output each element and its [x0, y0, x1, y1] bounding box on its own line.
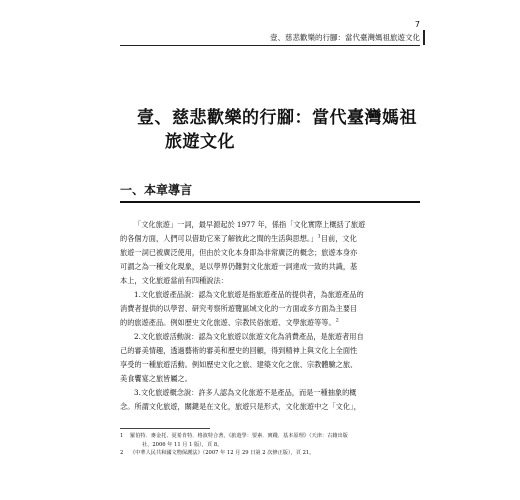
paragraph-2-line-2: 消費者提供的以學習、研究考察所遊覽區域文化的一方面或多方面為主要目 [120, 304, 358, 313]
paragraph-4-line-2: 念。所謂文化旅遊，關鍵是在文化，旅遊只是形式，文化旅遊中之「文化」， [120, 402, 361, 411]
header-rule [120, 45, 420, 46]
section-rule [120, 201, 420, 203]
paragraph-1-line-5: 本上，文化旅遊當前有四種說法： [120, 276, 228, 285]
paragraph-1-line-4: 可謂之為一種文化現象，是以學界仍難對文化旅遊一詞達成一致的共識，基 [120, 262, 358, 271]
paragraph-3-line-2: 己的審美情趣，透過藝術的審美和歷史的回顧，得到精神上與文化上全面性 [120, 346, 358, 355]
paragraph-1-line-2: 的各個方面，人們可以借助它來了解彼此之間的生活與思想。」$^1$目前，文化 [120, 233, 357, 243]
chapter-title-line-2: 旅遊文化 [165, 132, 235, 152]
footnote-rule [120, 428, 210, 429]
footnote-1-continuation: 社，2006 年 11 月 1 版），頁 8。 [142, 441, 223, 448]
body-text [120, 218, 420, 414]
running-header: 壹、慈悲歡樂的行腳：當代臺灣媽祖旅遊文化 [270, 33, 420, 42]
paragraph-2-line-1: 1.文化旅遊產品說：認為文化旅遊是指旅遊產品的提供者，為旅遊產品的 [134, 290, 364, 299]
chapter-title-line-1: 壹、慈悲歡樂的行腳：當代臺灣媽祖 [137, 108, 417, 128]
chapter-title [137, 106, 427, 154]
footnote-text: 《中華人民共和國文物保護法》（2007 年 12 月 29 日第 2 次修正版），頁 21。 [130, 450, 315, 456]
footnote-marker-2[interactable]: 2 [335, 317, 339, 324]
footnote-number: 2 [120, 450, 124, 456]
paragraph-1-line-3: 旅遊一詞已被廣泛使用，但由於文化本身即為非常廣泛的概念；旅遊本身亦 [120, 248, 358, 257]
paragraph-3-line-3: 享受的一種旅遊活動。例如歷史文化之旅、建築文化之旅、宗教體驗之旅、 [120, 360, 358, 369]
paragraph-3-line-1: 2.文化旅遊活動說：認為文化旅遊以旅遊文化為消費產品，是旅遊者用自 [134, 332, 364, 341]
page-number: 7 [414, 20, 420, 29]
section-heading: 一、本章導言 [120, 183, 193, 197]
paragraph-1-line-1: 「文化旅遊」一詞，最早源起於 1977 年，係指「文化實際上概括了旅遊 [134, 220, 366, 229]
footnote-1 [120, 432, 420, 441]
paragraph-2-line-3: 的的旅遊產品。例如歷史文化旅遊、宗教民俗旅遊、文學旅遊等等。$^2$ [120, 317, 339, 327]
footnote-text: 羅伯特．麥金托、夏希肯特．格波特合著，《旅遊學：要素．實踐．基本原理》（天津：古籍出版 [130, 433, 348, 439]
footnote-2 [120, 449, 420, 458]
footnote-marker-1[interactable]: 1 [317, 233, 321, 240]
footnotes [120, 432, 420, 458]
footnote-number: 1 [120, 433, 124, 439]
paragraph-3-line-4: 美食饗宴之旅皆屬之。 [120, 374, 192, 383]
paragraph-4-line-1: 3.文化旅遊概念說：許多人認為文化旅遊不是產品，而是一種抽象的概 [134, 388, 357, 397]
header-vertical-bar [423, 30, 425, 45]
